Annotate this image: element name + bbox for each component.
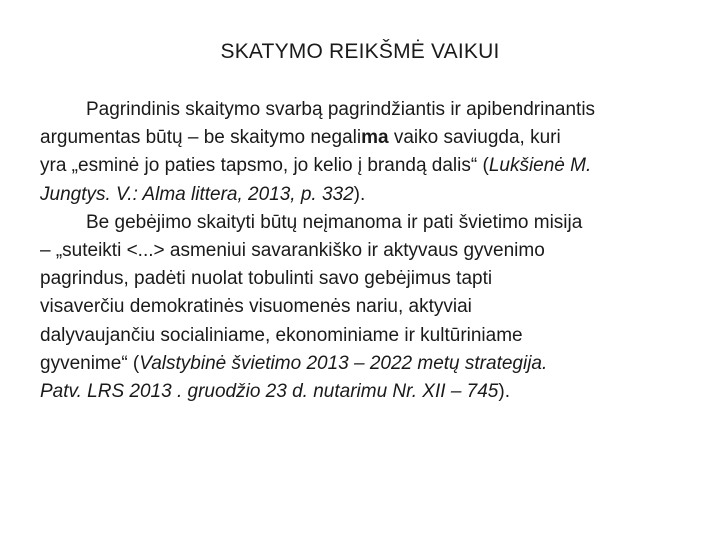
paragraph-2-line-3 — [40, 265, 680, 293]
text-run: dalyvaujančiu socialiniame, ekonominiame ir kultūriniame — [40, 324, 523, 346]
paragraph-1-line-2 — [40, 124, 680, 152]
paragraph-2-line-7 — [40, 378, 680, 406]
paragraph-2-line-1 — [40, 209, 680, 237]
citation-run: Valstybinė švietimo 2013 – 2022 metų strategija. — [139, 352, 548, 374]
text-run: argumentas būtų – be skaitymo negali — [40, 127, 362, 149]
text-run: pagrindus, padėti nuolat tobulinti savo gebėjimus tapti — [40, 268, 493, 290]
slide-title: SKATYMO REIKŠMĖ VAIKUI — [220, 40, 500, 63]
paragraph-2-line-4 — [40, 293, 680, 321]
paragraph-1-line-4 — [40, 181, 680, 209]
text-run: gyvenime“ ( — [40, 352, 140, 374]
text-run: Pagrindinis skaitymo svarbą pagrindžiantis ir apibendrinantis — [86, 99, 596, 120]
text-run: yra „esminė jo paties tapsmo, jo kelio į brandą dalis“ ( — [40, 155, 489, 177]
text-run: ). — [353, 183, 366, 205]
citation-run: Patv. LRS 2013 . gruodžio 23 d. nutarimu Nr. XII – 745 — [40, 381, 499, 403]
paragraph-1-line-1 — [40, 96, 680, 124]
text-run: vaiko saviugda, kuri — [388, 127, 561, 149]
body-text — [40, 96, 680, 406]
citation-run: Jungtys. V.: Alma littera, 2013, p. 332 — [40, 183, 354, 205]
paragraph-1-line-3 — [40, 152, 680, 180]
bold-run: ma — [361, 127, 389, 149]
citation-run: Lukšienė M. — [488, 155, 592, 177]
text-run: visaverčiu demokratinės visuomenės nariu, aktyviai — [40, 296, 472, 318]
text-run: ). — [498, 381, 510, 403]
text-run: – „suteikti <...> asmeniui savarankiško ir aktyvaus gyvenimo — [40, 240, 545, 262]
paragraph-2-line-5 — [40, 322, 680, 350]
paragraph-2-line-6 — [40, 350, 680, 378]
text-run: Be gebėjimo skaityti būtų neįmanoma ir pati švietimo misija — [86, 211, 583, 233]
paragraph-2-line-2 — [40, 237, 680, 265]
